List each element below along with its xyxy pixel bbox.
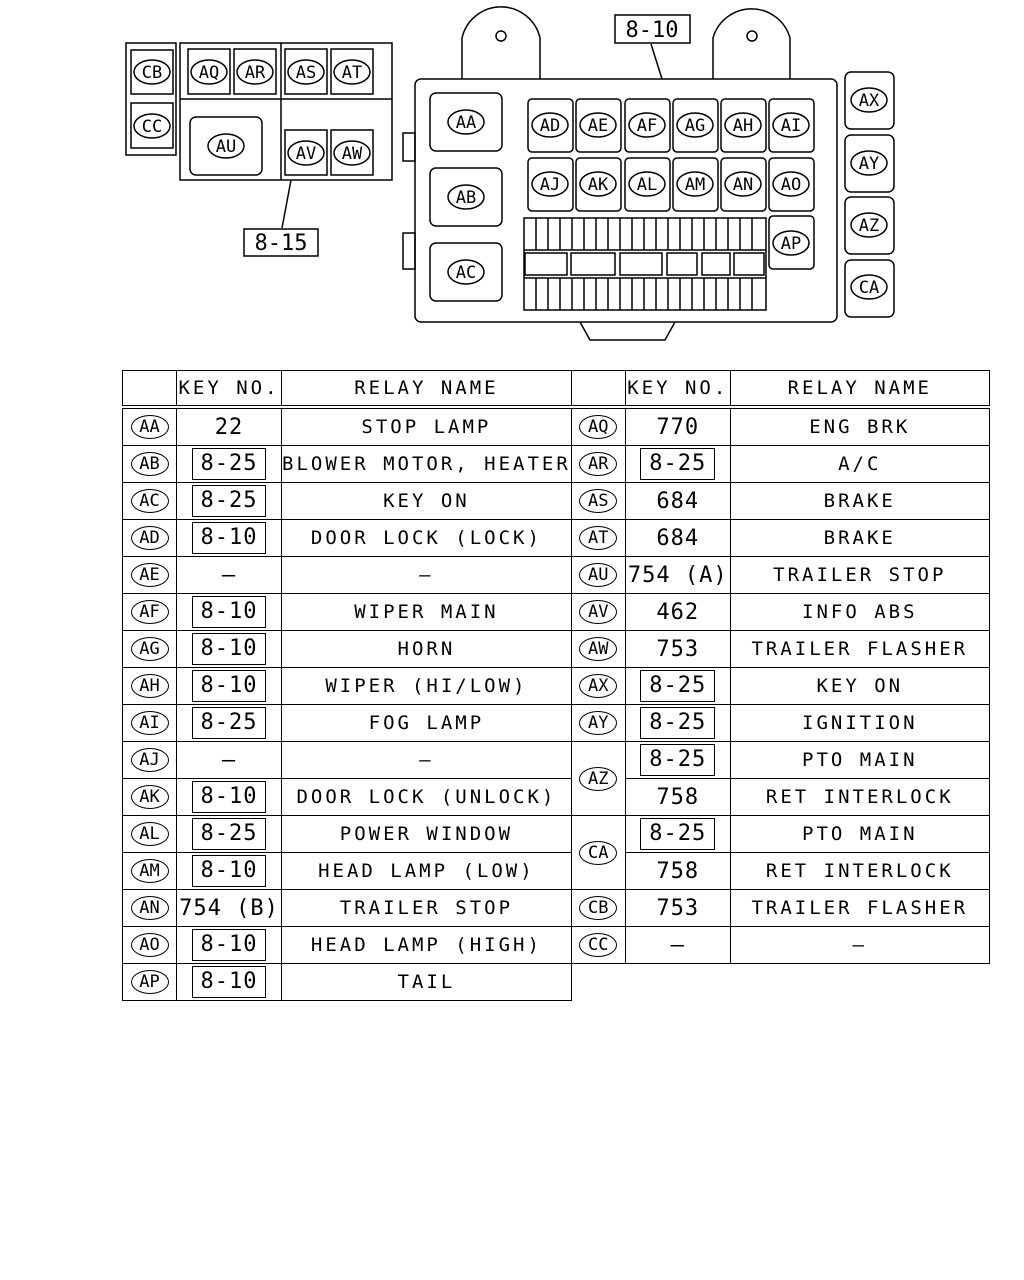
- diagram-label-ax: [851, 88, 887, 112]
- svg-text:AT: AT: [341, 63, 363, 83]
- relay-code-badge: AA: [131, 415, 169, 439]
- relay-code-badge: AU: [579, 563, 617, 587]
- key-no-cell: [177, 557, 282, 594]
- relay-code-cell: [123, 705, 177, 742]
- svg-text:AC: AC: [455, 263, 477, 283]
- diagram-label-am: [677, 172, 713, 196]
- relay-code-cell: [571, 631, 625, 668]
- diagram-label-ao: [773, 172, 809, 196]
- key-no-cell: [177, 668, 282, 705]
- diagram-label-ar: [237, 60, 273, 84]
- table-row: [123, 779, 990, 816]
- diagram-label-ah: [725, 113, 761, 137]
- relay-code-badge: AH: [131, 674, 169, 698]
- relay-code-badge: CA: [579, 841, 617, 865]
- relay-code-cell: [571, 668, 625, 705]
- relay-code-cell: [123, 483, 177, 520]
- diagram-label-ab: [448, 185, 484, 209]
- key-no-value: 462: [656, 599, 700, 625]
- svg-text:AN: AN: [732, 175, 754, 195]
- key-no-cell: [177, 407, 282, 446]
- table-row: [123, 816, 990, 853]
- relay-code-cell: [123, 890, 177, 927]
- svg-text:CC: CC: [141, 117, 163, 137]
- key-no-cell: [625, 407, 730, 446]
- table-row: [123, 594, 990, 631]
- relay-code-badge: AT: [579, 526, 617, 550]
- table-row: [123, 631, 990, 668]
- key-no-boxed-ref: 8-25: [192, 448, 267, 480]
- key-no-value: 770: [656, 414, 700, 440]
- key-no-cell: [625, 853, 730, 890]
- key-no-boxed-ref: 8-10: [192, 522, 267, 554]
- relay-code-badge: AG: [131, 637, 169, 661]
- table-row: [123, 853, 990, 890]
- diagram-label-al: [629, 172, 665, 196]
- relay-code-badge: AF: [131, 600, 169, 624]
- relay-code-badge: AR: [579, 452, 617, 476]
- relay-code-badge: AL: [131, 822, 169, 846]
- key-no-cell: [177, 816, 282, 853]
- relay-code-badge: AE: [131, 563, 169, 587]
- relay-code-badge: AN: [131, 896, 169, 920]
- callout-8-10: 8-10: [625, 18, 679, 43]
- relay-code-badge: AW: [579, 637, 617, 661]
- diagram-label-ca: [851, 275, 887, 299]
- relay-code-cell: [571, 705, 625, 742]
- key-no-boxed-ref: 8-25: [192, 707, 267, 739]
- key-no-cell: [177, 631, 282, 668]
- svg-text:AV: AV: [295, 144, 317, 164]
- relay-name-cell: KEY ON: [730, 668, 989, 705]
- key-no-cell: [177, 742, 282, 779]
- header-key-no-2: KEY NO.: [625, 371, 730, 408]
- diagram-label-af: [629, 113, 665, 137]
- header-code-2: [571, 371, 625, 408]
- key-no-cell: [177, 964, 282, 1001]
- diagram-label-ak: [580, 172, 616, 196]
- key-no-value: —: [221, 747, 237, 773]
- key-no-value: 758: [656, 858, 700, 884]
- svg-text:AZ: AZ: [858, 216, 880, 236]
- relay-name-cell: DOOR LOCK (UNLOCK): [282, 779, 572, 816]
- relay-code-cell: [123, 631, 177, 668]
- svg-text:AQ: AQ: [198, 63, 220, 83]
- relay-code-cell: [571, 594, 625, 631]
- table-row: [123, 446, 990, 483]
- relay-name-cell: BRAKE: [730, 483, 989, 520]
- relay-name-cell: WIPER (HI/LOW): [282, 668, 572, 705]
- svg-text:AM: AM: [684, 175, 706, 195]
- relay-name-cell: FOG LAMP: [282, 705, 572, 742]
- relay-name-cell: RET INTERLOCK: [730, 853, 989, 890]
- diagram-label-ai: [773, 113, 809, 137]
- diagram-label-aa: [448, 110, 484, 134]
- svg-text:AA: AA: [455, 113, 477, 133]
- relay-name-cell: BLOWER MOTOR, HEATER: [282, 446, 572, 483]
- relay-code-cell: [123, 520, 177, 557]
- key-no-cell: [177, 520, 282, 557]
- diagram-label-aw: [334, 141, 370, 165]
- svg-text:AI: AI: [780, 116, 802, 136]
- key-no-value: 22: [214, 414, 244, 440]
- relay-name-cell: PTO MAIN: [730, 742, 989, 779]
- header-key-no: KEY NO.: [177, 371, 282, 408]
- relay-code-badge: AK: [131, 785, 169, 809]
- relay-name-cell: —: [282, 557, 572, 594]
- empty-cell: [571, 964, 989, 1001]
- key-no-value: 684: [656, 488, 700, 514]
- relay-name-cell: —: [730, 927, 989, 964]
- key-no-boxed-ref: 8-25: [640, 670, 715, 702]
- diagram-label-aj: [532, 172, 568, 196]
- relay-code-cell: [123, 446, 177, 483]
- key-no-boxed-ref: 8-10: [192, 596, 267, 628]
- key-no-cell: [177, 705, 282, 742]
- relay-code-cell: [571, 890, 625, 927]
- diagram-label-ac: [448, 260, 484, 284]
- relay-name-cell: —: [282, 742, 572, 779]
- key-no-boxed-ref: 8-25: [640, 744, 715, 776]
- relay-code-cell: [571, 520, 625, 557]
- key-no-cell: [625, 742, 730, 779]
- key-no-cell: [625, 446, 730, 483]
- key-no-cell: [625, 594, 730, 631]
- key-no-boxed-ref: 8-25: [192, 818, 267, 850]
- key-no-value: 758: [656, 784, 700, 810]
- relay-code-badge: AJ: [131, 748, 169, 772]
- relay-code-badge: AC: [131, 489, 169, 513]
- relay-code-cell: [123, 407, 177, 446]
- svg-text:AW: AW: [341, 144, 363, 164]
- svg-text:AE: AE: [587, 116, 609, 136]
- diagram-label-aq: [191, 60, 227, 84]
- relay-name-cell: IGNITION: [730, 705, 989, 742]
- key-no-cell: [177, 594, 282, 631]
- relay-code-cell: [123, 742, 177, 779]
- svg-text:AR: AR: [244, 63, 266, 83]
- key-no-cell: [625, 631, 730, 668]
- svg-text:CB: CB: [141, 63, 163, 83]
- key-no-cell: [625, 483, 730, 520]
- svg-text:CA: CA: [858, 278, 880, 298]
- relay-name-cell: ENG BRK: [730, 407, 989, 446]
- key-no-cell: [177, 927, 282, 964]
- key-no-value: 754 (B): [179, 895, 279, 921]
- svg-text:AH: AH: [732, 116, 754, 136]
- relay-name-cell: DOOR LOCK (LOCK): [282, 520, 572, 557]
- key-no-boxed-ref: 8-25: [640, 448, 715, 480]
- relay-code-badge: AZ: [579, 767, 617, 791]
- svg-text:AX: AX: [858, 91, 880, 111]
- relay-code-cell: [123, 964, 177, 1001]
- key-no-boxed-ref: 8-10: [192, 966, 267, 998]
- relay-name-cell: TAIL: [282, 964, 572, 1001]
- key-no-boxed-ref: 8-10: [192, 929, 267, 961]
- svg-text:AP: AP: [780, 234, 802, 254]
- table-row: [123, 742, 990, 779]
- key-no-boxed-ref: 8-10: [192, 855, 267, 887]
- relay-code-cell: [123, 594, 177, 631]
- relay-name-cell: STOP LAMP: [282, 407, 572, 446]
- diagram-label-ad: [532, 113, 568, 137]
- svg-text:AG: AG: [684, 116, 706, 136]
- key-no-value: 753: [656, 895, 700, 921]
- key-no-cell: [177, 483, 282, 520]
- key-no-cell: [177, 853, 282, 890]
- diagram-label-an: [725, 172, 761, 196]
- diagram-label-as: [288, 60, 324, 84]
- relay-code-badge: AP: [131, 970, 169, 994]
- key-no-boxed-ref: 8-10: [192, 633, 267, 665]
- header-relay-name-2: RELAY NAME: [730, 371, 989, 408]
- key-no-cell: [625, 779, 730, 816]
- svg-text:AJ: AJ: [539, 175, 561, 195]
- relay-code-cell: [571, 742, 625, 816]
- relay-code-cell: [123, 779, 177, 816]
- relay-code-badge: AS: [579, 489, 617, 513]
- svg-text:AO: AO: [780, 175, 802, 195]
- relay-code-badge: AM: [131, 859, 169, 883]
- key-no-value: 684: [656, 525, 700, 551]
- relay-name-cell: KEY ON: [282, 483, 572, 520]
- key-no-cell: [625, 668, 730, 705]
- header-relay-name: RELAY NAME: [282, 371, 572, 408]
- svg-text:AF: AF: [636, 116, 658, 136]
- main-relay-unit: [403, 7, 837, 340]
- relay-name-cell: PTO MAIN: [730, 816, 989, 853]
- table-row: [123, 927, 990, 964]
- relay-code-badge: AB: [131, 452, 169, 476]
- table-header: [123, 371, 990, 408]
- table-row: [123, 557, 990, 594]
- relay-code-badge: AV: [579, 600, 617, 624]
- relay-name-cell: TRAILER STOP: [730, 557, 989, 594]
- key-no-value: —: [670, 932, 685, 958]
- relay-code-cell: [571, 557, 625, 594]
- diagram-label-at: [334, 60, 370, 84]
- diagram-label-ag: [677, 113, 713, 137]
- relay-name-cell: INFO ABS: [730, 594, 989, 631]
- key-no-value: 754 (A): [627, 562, 728, 588]
- key-no-boxed-ref: 8-25: [192, 485, 267, 517]
- relay-name-cell: TRAILER FLASHER: [730, 890, 989, 927]
- table-row: [123, 407, 990, 446]
- relay-code-badge: AQ: [579, 415, 617, 439]
- relay-code-badge: CB: [579, 896, 617, 920]
- relay-name-cell: POWER WINDOW: [282, 816, 572, 853]
- table-row: [123, 668, 990, 705]
- table-row: [123, 890, 990, 927]
- diagram-label-az: [851, 213, 887, 237]
- diagram-label-ae: [580, 113, 616, 137]
- relay-code-badge: CC: [579, 933, 617, 957]
- key-no-boxed-ref: 8-25: [640, 818, 715, 850]
- relay-code-cell: [571, 483, 625, 520]
- svg-text:AB: AB: [455, 188, 477, 208]
- relay-name-cell: HEAD LAMP (HIGH): [282, 927, 572, 964]
- relay-name-cell: A/C: [730, 446, 989, 483]
- table-row: [123, 483, 990, 520]
- relay-name-cell: TRAILER FLASHER: [730, 631, 989, 668]
- diagram-label-ay: [851, 151, 887, 175]
- key-no-cell: [625, 705, 730, 742]
- svg-text:AD: AD: [539, 116, 561, 136]
- relay-code-badge: AI: [131, 711, 169, 735]
- relay-code-cell: [571, 927, 625, 964]
- key-no-value: 753: [656, 636, 700, 662]
- relay-name-cell: HEAD LAMP (LOW): [282, 853, 572, 890]
- relay-code-cell: [123, 668, 177, 705]
- key-no-cell: [625, 816, 730, 853]
- relay-code-cell: [123, 816, 177, 853]
- key-no-boxed-ref: 8-25: [640, 707, 715, 739]
- relay-code-cell: [571, 446, 625, 483]
- relay-code-badge: AD: [131, 526, 169, 550]
- key-no-value: —: [221, 562, 237, 588]
- table-row: [123, 964, 990, 1001]
- key-no-boxed-ref: 8-10: [192, 781, 267, 813]
- key-no-cell: [177, 890, 282, 927]
- key-no-cell: [625, 890, 730, 927]
- relay-code-badge: AY: [579, 711, 617, 735]
- relay-code-cell: [123, 927, 177, 964]
- svg-text:AU: AU: [215, 137, 237, 157]
- svg-text:AY: AY: [858, 154, 880, 174]
- svg-text:AK: AK: [587, 175, 609, 195]
- relay-name-cell: HORN: [282, 631, 572, 668]
- key-no-cell: [625, 520, 730, 557]
- header-code: [123, 371, 177, 408]
- relay-code-cell: [123, 853, 177, 890]
- relay-layout-diagram: [0, 0, 1024, 360]
- relay-code-badge: AO: [131, 933, 169, 957]
- key-no-cell: [625, 557, 730, 594]
- relay-name-cell: TRAILER STOP: [282, 890, 572, 927]
- svg-text:AS: AS: [295, 63, 317, 83]
- relay-code-badge: AX: [579, 674, 617, 698]
- relay-table: [122, 370, 990, 1001]
- callout-8-15: 8-15: [254, 231, 308, 256]
- diagram-label-cc: [134, 114, 170, 138]
- table-row: [123, 705, 990, 742]
- diagram-label-ap: [773, 231, 809, 255]
- table-row: [123, 520, 990, 557]
- relay-code-cell: [123, 557, 177, 594]
- relay-code-cell: [571, 407, 625, 446]
- relay-name-cell: WIPER MAIN: [282, 594, 572, 631]
- relay-code-cell: [571, 816, 625, 890]
- diagram-label-av: [288, 141, 324, 165]
- key-no-boxed-ref: 8-10: [192, 670, 267, 702]
- diagram-label-au: [208, 134, 244, 158]
- svg-text:AL: AL: [636, 175, 658, 195]
- diagram-label-cb: [134, 60, 170, 84]
- key-no-cell: [625, 927, 730, 964]
- key-no-cell: [177, 446, 282, 483]
- relay-name-cell: RET INTERLOCK: [730, 779, 989, 816]
- relay-name-cell: BRAKE: [730, 520, 989, 557]
- key-no-cell: [177, 779, 282, 816]
